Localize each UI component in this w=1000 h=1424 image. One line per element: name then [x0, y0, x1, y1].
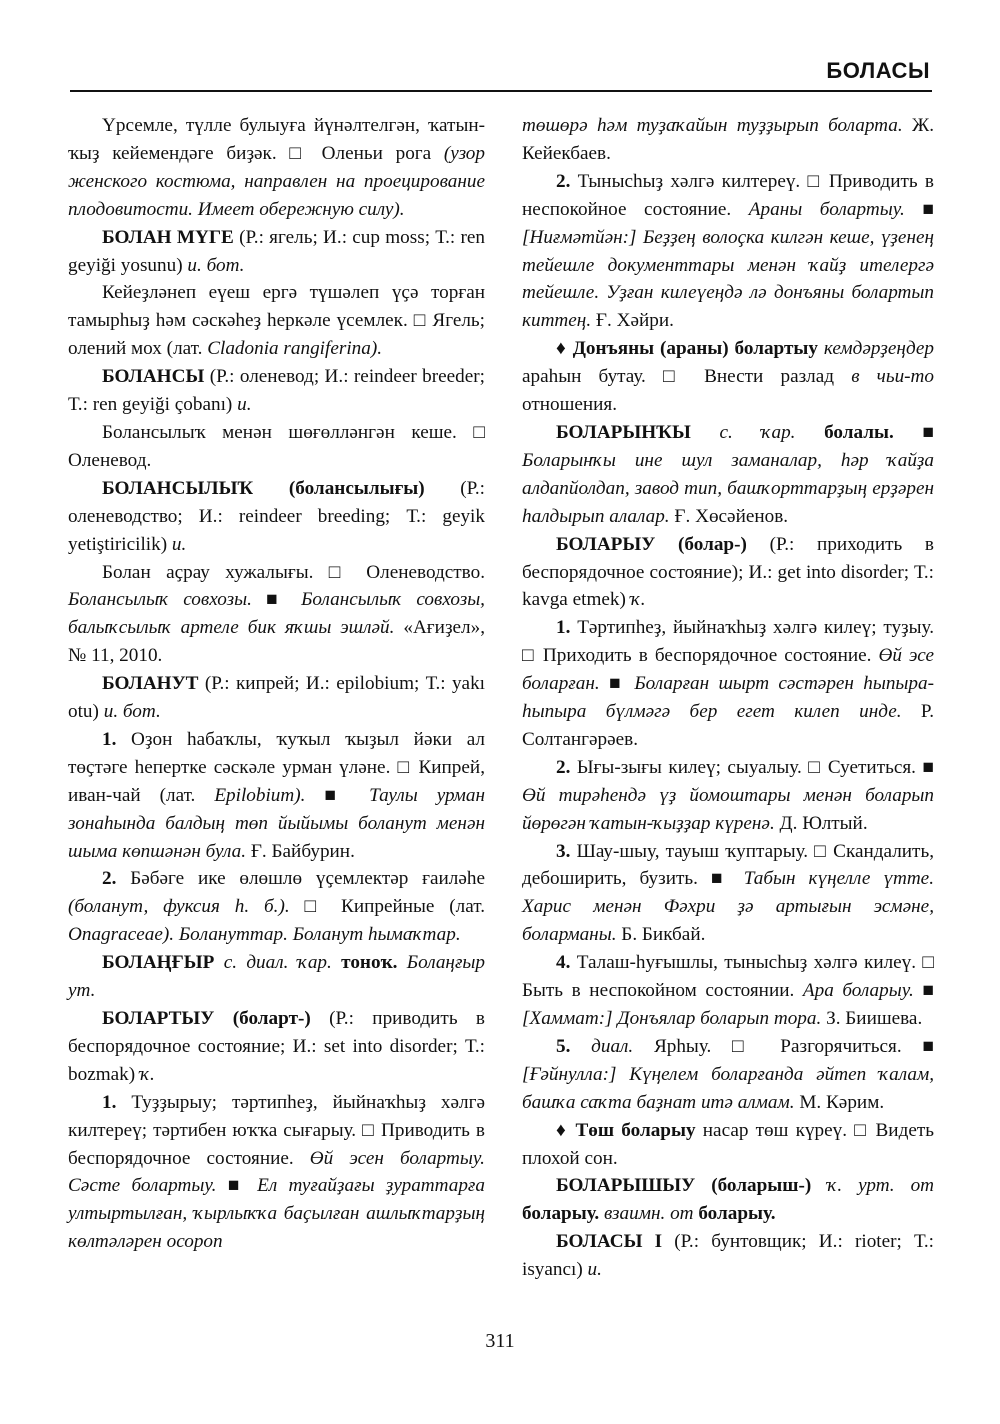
page-header — [70, 56, 932, 92]
page-number: 311 — [485, 1330, 515, 1352]
dictionary-paragraph: Болан аҫрау хужалығы. □ Оленеводство. Болансылыҡ совхозы. ■ Болансылыҡ совхозы, балыҡсылыҡ артеле бик яҡшы эшләй. «Ағиҙел», № 11, 2010. — [68, 561, 485, 667]
dictionary-paragraph: 3. Шау-шыу, тауыш ҡуптарыу. □ Скандалить, дебоширить, бузить. ■ Табын күңелле үтте. Харис менән Фәхри ҙә артығын эсмәне, боларманы. Б. Бикбай. — [522, 840, 934, 946]
dictionary-paragraph: БОЛАН МҮГЕ (Р.: ягель; И.: cup moss; Т.: ren geyiği yosunu) и. бот. — [68, 226, 485, 276]
dictionary-paragraph: БОЛАНСЫ (Р.: оленевод; И.: reindeer breeder; Т.: ren geyiği çobanı) и. — [68, 366, 485, 416]
dictionary-paragraph: БОЛАНСЫЛЫҠ (болансылығы) (Р.: оленеводство; И.: reindeer breeding; Т.: geyik yetiştiricilik) и. — [68, 477, 485, 555]
dictionary-paragraph: 1. Оҙон һабаҡлы, ҡуҡыл ҡыҙыл йәки ал төҫтәге һепертке сәскәле урман үләне. □ Кипрей, иван-чай (лат. Epilobium). ■ Таулы урман зонаһында балдың төп йыйымы боланут менән шыма көпшәнән була. Ғ. Байбурин. — [68, 728, 485, 862]
dictionary-paragraph: 1. Тәртипһеҙ, йыйнаҡһыҙ хәлгә килеү; туҙыу. □ Приходить в беспорядочное состояние. Өй эсе боларған. ■ Боларған шырт сәстәрен һыпыра-һыпыра бүлмәгә бер егет килеп инде. Р. Солтангәрәев. — [522, 617, 934, 750]
dictionary-paragraph: Кейеҙләнеп еүеш ергә түшәлеп үҫә торған тамырһыҙ һәм сәскәһеҙ һеркәле үсемлек. □ Ягель; олений мох (лат. Cladonia rangiferina). — [68, 282, 485, 360]
dictionary-paragraph: ♦ Төш боларыу насар төш күреү. □ Видеть плохой сон. — [522, 1119, 934, 1169]
dictionary-paragraph: БОЛАСЫ I (Р.: бунтовщик; И.: rioter; Т.: isyancı) и. — [522, 1231, 934, 1281]
dictionary-paragraph: төшөрә һәм туҙаҡайын туҙҙырып боларта. Ж. Кейекбаев. — [522, 115, 934, 164]
dictionary-paragraph: ♦ Донъяны (араны) болартыу кемдәрҙеңдер араһын бутау. □ Внести разлад в чьи-то отношения. — [522, 338, 934, 416]
dictionary-paragraph: 2. Ығы-зығы килеү; сыуалыу. □ Суетиться. ■ Өй тирәһендә үҙ йомоштары менән боларып йөрөгән ҡатын-ҡыҙҙар күренә. Д. Юлтый. — [522, 756, 934, 834]
running-head: БОЛАСЫ — [826, 58, 930, 83]
dictionary-paragraph: БОЛАРЫУ (болар-) (Р.: приходить в беспорядочное состояние); И.: get into disorder; Т.: kavga etmek) ҡ. — [522, 533, 934, 611]
dictionary-paragraph: БОЛАҢҒЫР с. диал. ҡар. тонoҡ. Болаңғыр ут. — [68, 952, 486, 1002]
dictionary-paragraph: БОЛАРЫНҠЫ с. ҡар. болалы. ■ Боларынҡы ине шул заманалар, һәр ҡайҙа алдапйолдап, завод тип, башҡорттарҙың ерҙәрен һалдырып алалар. Ғ. Хөсәйенов. — [522, 421, 934, 527]
dictionary-paragraph: Үрсемле, түлле булыуға йүнәлтелгән, ҡатын-ҡыҙ кейемендәге биҙәк. □ Оленьи рога (узор женского костюма, направлен на проецирование плодовитости. Имеет обережную силу). — [68, 115, 485, 220]
left-column — [68, 112, 485, 1256]
dictionary-paragraph: 4. Талаш-һуғышлы, тынысһыҙ хәлгә килеү. □ Быть в неспокойном состоянии. Ара боларыу. ■ [Хаммат:] Донъялар боларып тора. З. Биишева. — [522, 952, 934, 1029]
dictionary-paragraph: БОЛАРТЫУ (боларт-) (Р.: приводить в беспорядочное состояние; И.: set into disorder; Т.: bozmak) ҡ. — [68, 1008, 485, 1085]
dictionary-paragraph: 1. Туҙҙырыу; тәртипһеҙ, йыйнаҡһыҙ хәлгә килтереү; тәртибен юҡҡа сығарыу. □ Приводить в беспорядочное состояние. Өй эсен болартыу. Сәсте болартыу. ■ Ел туғайҙағы ҙураттарға ултыртылған, ҡырлыҡҡа баҫылған ашлыҡтарҙың көлтәләрен осороп — [68, 1091, 485, 1253]
dictionary-paragraph: 2. Бәбәге ике өлөшлө үҫемлектәр ғаиләһе (боланут, фуксия һ. б.). □ Кипрейные (лат. Onagraceae). Бoлануттар. Боланут һымаҡтар. — [68, 868, 486, 946]
dictionary-paragraph: БОЛАНУТ (Р.: кипрей; И.: epilobium; Т.: yakı otu) и. бот. — [68, 673, 485, 723]
dictionary-paragraph: 5. диал. Ярһыу. □ Разгорячиться. ■ [Ғәйнулла:] Күңелем боларғанда әйтеп ҡалам, башҡа саҡта баҙнат итә алмам. М. Кәрим. — [522, 1035, 935, 1113]
dictionary-paragraph: Болансылыҡ менән шөғөлләнгән кеше. □ Оленевод. — [68, 421, 485, 471]
right-column — [522, 112, 934, 1284]
dictionary-paragraph: БОЛАРЫШЫУ (боларыш-) ҡ. урт. от боларыу. взаимн. от боларыу. — [522, 1175, 935, 1225]
dictionary-paragraph: 2. Тынысһыҙ хәлгә килтереү. □ Приводить в неспокойное состояние. Араны болартыу. ■ [Ниғмәтйән:] Беҙҙең волоҫка килгән кеше, үҙенең тейешле документтары менән ҡайҙ ителергә тейешле. Уҙған килеүеңдә лә донъяны болартып киттең. Ғ. Хәйри. — [522, 170, 934, 332]
